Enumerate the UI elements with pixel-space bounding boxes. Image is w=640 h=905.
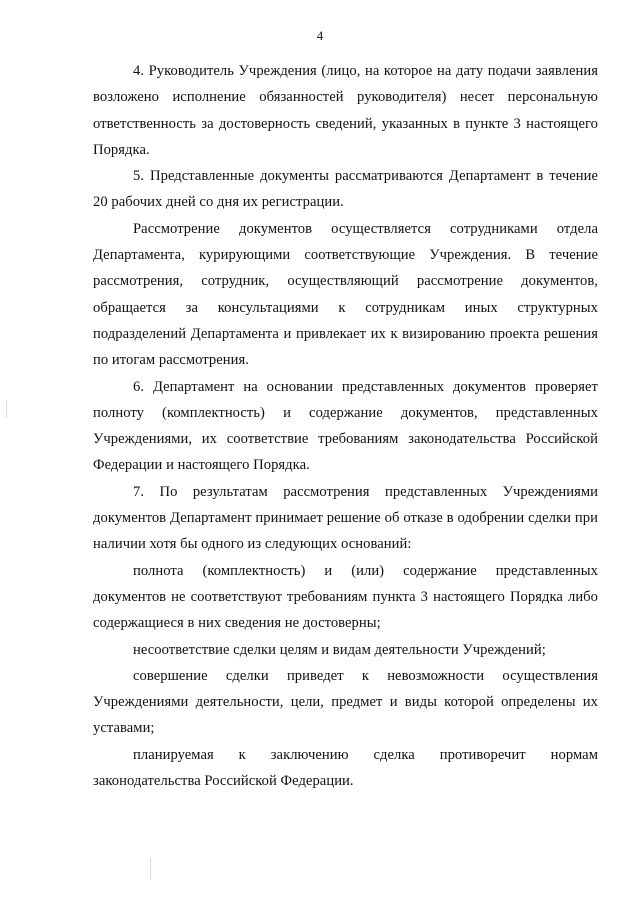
scan-mark xyxy=(150,858,151,880)
ground-purpose-mismatch: несоответствие сделки целям и видам деятельности Учреждений; xyxy=(133,641,546,658)
paragraph-5: 5. Представленные документы рассматриваются Департамент в течение 20 рабочих дней со дня их регистрации. xyxy=(93,168,598,211)
paragraph-review: Рассмотрение документов осуществляется сотрудниками отдела Департамента, курирующими соответствующие Учреждения. В течение рассмотрения, сотрудник, осуществляющий рассмотрение документов, обращается за консультациями к сотрудникам иных структурных подразделений Департамента и привлекает их к визированию проекта решения по итогам рассмотрения. xyxy=(93,220,598,369)
ground-law-contradiction: планируемая к заключению сделка противоречит нормам законодательства Российской Федерации. xyxy=(93,746,598,790)
paragraph-7: 7. По результатам рассмотрения представленных Учреждениями документов Департамент принимает решение об отказе в одобрении сделки при наличии хотя бы одного из следующих оснований: xyxy=(93,483,598,553)
page-number: 4 xyxy=(316,28,324,43)
paragraph-6: 6. Департамент на основании представленных документов проверяет полноту (комплектность) и содержание документов, представленных Учреждениями, их соответствие требованиям законодательства Российской Федерации и настоящего Порядка. xyxy=(93,378,598,474)
paragraph-4: 4. Руководитель Учреждения (лицо, на которое на дату подачи заявления возложено исполнение обязанностей руководителя) несет персональную ответственность за достоверность сведений, указанных в пункте 3 настоящего Порядка. xyxy=(93,63,598,158)
document-body xyxy=(93,58,598,794)
scan-mark xyxy=(6,400,7,418)
ground-completeness: полнота (комплектность) и (или) содержание представленных документов не соответствуют требованиям пункта 3 настоящего Порядка либо содержащиеся в них сведения не достоверны; xyxy=(93,562,598,632)
ground-impossibility: совершение сделки приведет к невозможности осуществления Учреждениями деятельности, цели, предмет и виды которой определены их уставами; xyxy=(93,667,598,737)
